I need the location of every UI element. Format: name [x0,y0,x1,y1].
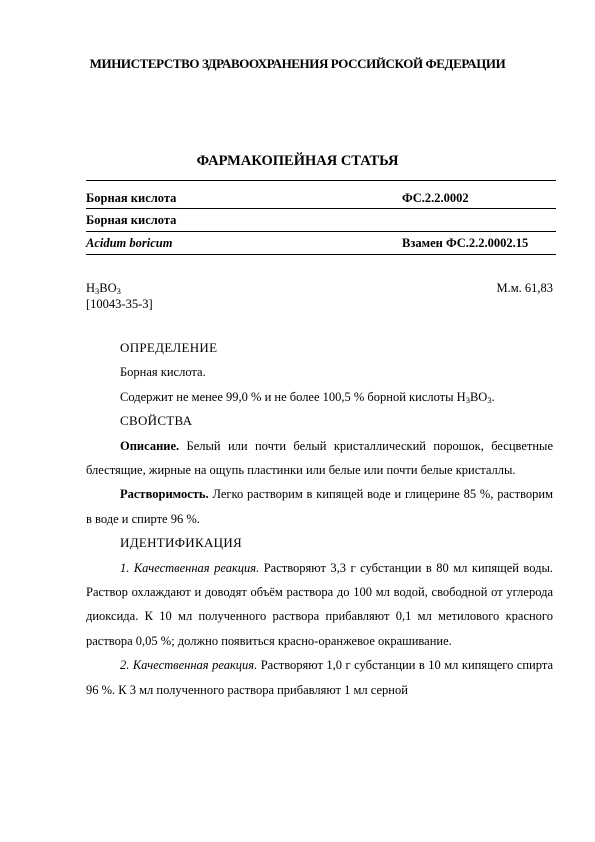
molecular-weight: М.м. 61,83 [496,281,553,295]
id1-label: 1. Качественная реакция. [120,560,260,575]
substance-name-latin: Acidum boricum [86,236,173,250]
replaces-code: Взамен ФС.2.2.0002.15 [402,236,529,250]
id2-label: 2. Качественная реакция. [120,658,258,673]
description-text: Белый или почти белый кристаллический порошок, бесцветные блестящие, жирные на ощупь пластинки или белые или почти белые кристаллы. [86,438,553,478]
substance-name-ru-2: Борная кислота [86,213,177,227]
divider-2 [86,231,556,232]
monograph-code: ФС.2.2.0002 [402,191,469,205]
identification-heading: ИДЕНТИФИКАЦИЯ [120,535,242,551]
id1-text: Растворяют 3,3 г субстанции в 80 мл кипящей воды. Раствор охлаждают и доводят объём раствора до 100 мл водой, свободной от углерода диоксида. К 10 мл полученного раствора прибавляют 0,1 мл метилового красного раствора 0,05 %; должно появиться красно-оранжевое окрашивание. [86,560,553,648]
content-text: Содержит не менее 99,0 % и не более 100,5 % борной кислоты $H_3BO_3$. [120,389,495,405]
divider-1 [86,208,556,209]
chemical-formula: $H_3BO_3$ [86,281,121,296]
document-type-title: ФАРМАКОПЕЙНАЯ СТАТЬЯ [196,153,399,169]
properties-heading: СВОЙСТВА [120,413,193,429]
definition-text: Борная кислота. [120,365,206,380]
id2-text: Растворяют 1,0 г субстанции в 10 мл кипящего спирта 96 %. К 3 мл полученного раствора прибавляют 1 мл серной [86,658,553,697]
divider-top [86,180,556,181]
title-row-2 [86,213,556,228]
definition-heading: ОПРЕДЕЛЕНИЕ [120,340,218,355]
title-row-1 [86,191,556,206]
solubility-paragraph [86,482,553,531]
ministry-title: МИНИСТЕРСТВО ЗДРАВООХРАНЕНИЯ РОССИЙСКОЙ ФЕДЕРАЦИИ [89,56,506,71]
title-row-3 [86,236,556,251]
identification-test-2 [86,653,553,702]
divider-bottom [86,254,556,255]
substance-name-ru: Борная кислота [86,191,177,205]
cas-number: [10043-35-3] [86,297,153,311]
description-paragraph [86,434,553,483]
solubility-text: Легко растворим в кипящей воде и глицерине 85 %, растворим в воде и спирте 96 %. [86,487,553,526]
identification-test-1 [86,556,553,654]
description-label: Описание. [120,438,180,453]
solubility-label: Растворимость. [120,487,209,502]
monograph-body [86,336,553,702]
